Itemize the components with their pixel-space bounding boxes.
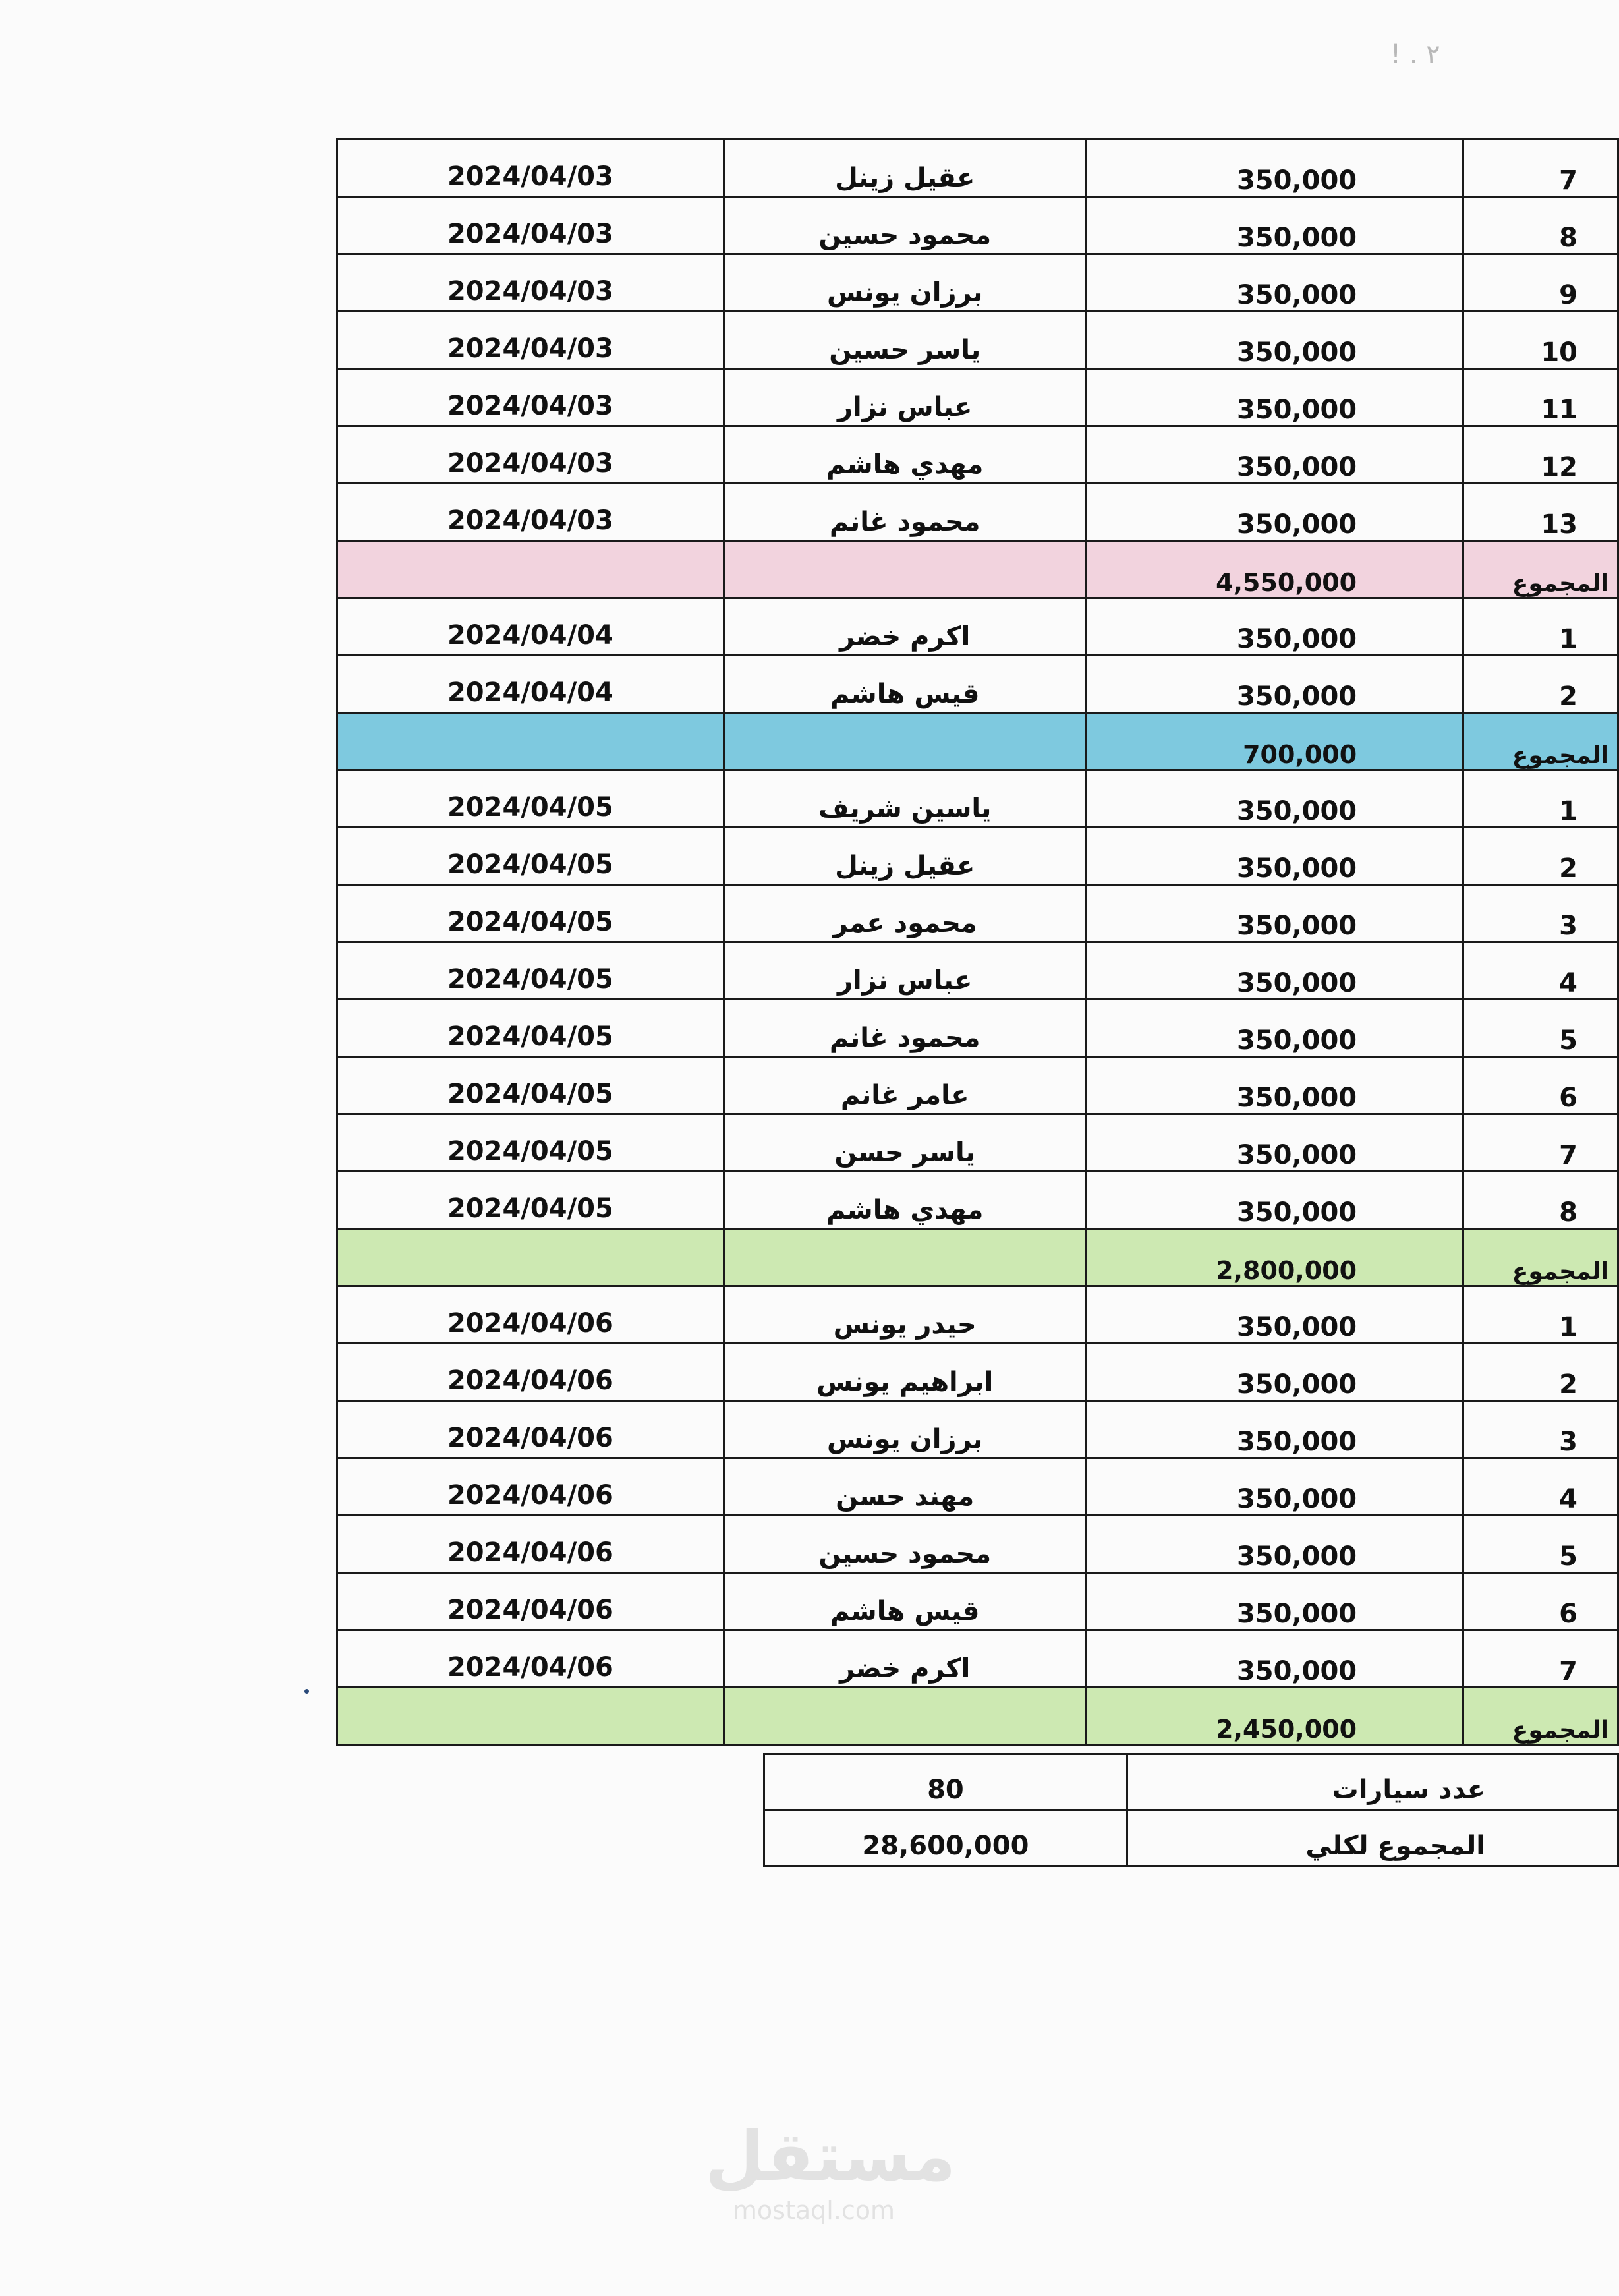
scan-speck [304, 1689, 309, 1694]
row-amount: 350,000 [1086, 1458, 1463, 1516]
row-amount: 350,000 [1086, 1344, 1463, 1401]
row-date: 2024/04/06 [337, 1573, 724, 1630]
watermark [705, 2116, 956, 2225]
table-row [337, 1000, 1618, 1057]
row-amount: 350,000 [1086, 1000, 1463, 1057]
table-row [337, 1573, 1618, 1630]
row-amount: 350,000 [1086, 1630, 1463, 1688]
watermark-url: mostaql.com [732, 2196, 895, 2225]
row-amount: 350,000 [1086, 1114, 1463, 1172]
row-date: 2024/04/06 [337, 1286, 724, 1344]
subtotal-amount: 4,550,000 [1086, 541, 1463, 598]
row-date: 2024/04/04 [337, 598, 724, 656]
row-date: 2024/04/04 [337, 656, 724, 713]
subtotal-amount: 2,800,000 [1086, 1229, 1463, 1286]
row-amount: 350,000 [1086, 312, 1463, 369]
grand-total-value: 28,600,000 [764, 1810, 1127, 1866]
subtotal-amount: 2,450,000 [1086, 1688, 1463, 1745]
row-name: قيس هاشم [724, 1573, 1086, 1630]
subtotal-row [337, 1688, 1618, 1745]
row-number: 8 [1463, 1172, 1618, 1229]
table-row [337, 770, 1618, 828]
row-name: محمود حسين [724, 197, 1086, 254]
row-name: عقيل زينل [724, 828, 1086, 885]
row-name: ابراهيم يونس [724, 1344, 1086, 1401]
row-date: 2024/04/05 [337, 1172, 724, 1229]
row-name: عامر غانم [724, 1057, 1086, 1114]
row-name: برزان يونس [724, 254, 1086, 312]
row-date: 2024/04/03 [337, 369, 724, 426]
row-name: مهدي هاشم [724, 426, 1086, 484]
table-row [337, 484, 1618, 541]
row-number: 7 [1463, 1114, 1618, 1172]
table-row [337, 140, 1618, 197]
row-date: 2024/04/03 [337, 254, 724, 312]
table-row [337, 1458, 1618, 1516]
row-number: 7 [1463, 140, 1618, 197]
row-number: 1 [1463, 1286, 1618, 1344]
table-row [337, 1114, 1618, 1172]
subtotal-row [337, 541, 1618, 598]
row-name: ياسر حسن [724, 1114, 1086, 1172]
table-row [337, 1401, 1618, 1458]
row-date: 2024/04/06 [337, 1630, 724, 1688]
row-date: 2024/04/06 [337, 1344, 724, 1401]
row-date: 2024/04/03 [337, 140, 724, 197]
row-amount: 350,000 [1086, 484, 1463, 541]
row-number: 1 [1463, 598, 1618, 656]
row-amount: 350,000 [1086, 885, 1463, 942]
row-number: 4 [1463, 1458, 1618, 1516]
row-number: 6 [1463, 1057, 1618, 1114]
table-row [337, 426, 1618, 484]
subtotal-amount: 700,000 [1086, 713, 1463, 770]
row-number: 5 [1463, 1516, 1618, 1573]
row-number: 2 [1463, 828, 1618, 885]
row-number: 11 [1463, 369, 1618, 426]
subtotal-label: المجموع [1463, 1229, 1618, 1286]
row-date: 2024/04/03 [337, 484, 724, 541]
table-row [337, 1172, 1618, 1229]
row-name: محمود غانم [724, 1000, 1086, 1057]
payments-table [336, 138, 1619, 1746]
row-name: عقيل زينل [724, 140, 1086, 197]
row-date: 2024/04/06 [337, 1516, 724, 1573]
row-date: 2024/04/05 [337, 1000, 724, 1057]
row-date: 2024/04/05 [337, 885, 724, 942]
row-name: عباس نزار [724, 942, 1086, 1000]
table-row [337, 1344, 1618, 1401]
table-row [337, 1630, 1618, 1688]
table-row [337, 828, 1618, 885]
table-row [337, 369, 1618, 426]
subtotal-empty-cell [337, 713, 724, 770]
row-amount: 350,000 [1086, 770, 1463, 828]
row-amount: 350,000 [1086, 197, 1463, 254]
row-number: 13 [1463, 484, 1618, 541]
row-name: برزان يونس [724, 1401, 1086, 1458]
row-amount: 350,000 [1086, 254, 1463, 312]
subtotal-empty-cell [337, 541, 724, 598]
row-name: حيدر يونس [724, 1286, 1086, 1344]
subtotal-empty-cell [724, 541, 1086, 598]
row-amount: 350,000 [1086, 1057, 1463, 1114]
row-name: محمود غانم [724, 484, 1086, 541]
row-number: 8 [1463, 197, 1618, 254]
row-date: 2024/04/03 [337, 312, 724, 369]
row-name: محمود حسين [724, 1516, 1086, 1573]
subtotal-row [337, 1229, 1618, 1286]
row-name: اكرم خضر [724, 598, 1086, 656]
table-row [337, 656, 1618, 713]
row-name: اكرم خضر [724, 1630, 1086, 1688]
row-number: 2 [1463, 1344, 1618, 1401]
table-row [337, 942, 1618, 1000]
row-name: قيس هاشم [724, 656, 1086, 713]
row-amount: 350,000 [1086, 369, 1463, 426]
table-row [337, 197, 1618, 254]
watermark-logo: مستقل [705, 2116, 956, 2196]
table-row [337, 254, 1618, 312]
subtotal-empty-cell [724, 1688, 1086, 1745]
row-date: 2024/04/05 [337, 770, 724, 828]
row-amount: 350,000 [1086, 1172, 1463, 1229]
row-amount: 350,000 [1086, 656, 1463, 713]
row-name: ياسر حسين [724, 312, 1086, 369]
row-name: محمود عمر [724, 885, 1086, 942]
table-row [337, 1286, 1618, 1344]
row-number: 7 [1463, 1630, 1618, 1688]
row-amount: 350,000 [1086, 828, 1463, 885]
row-amount: 350,000 [1086, 1286, 1463, 1344]
row-date: 2024/04/05 [337, 1114, 724, 1172]
subtotal-empty-cell [724, 1229, 1086, 1286]
row-amount: 350,000 [1086, 942, 1463, 1000]
row-amount: 350,000 [1086, 1573, 1463, 1630]
row-number: 3 [1463, 885, 1618, 942]
row-number: 10 [1463, 312, 1618, 369]
row-name: ياسين شريف [724, 770, 1086, 828]
subtotal-label: المجموع [1463, 541, 1618, 598]
row-number: 4 [1463, 942, 1618, 1000]
row-date: 2024/04/06 [337, 1458, 724, 1516]
subtotal-empty-cell [337, 1229, 724, 1286]
table-row [337, 885, 1618, 942]
row-name: مهند حسن [724, 1458, 1086, 1516]
row-number: 2 [1463, 656, 1618, 713]
payments-table-body [337, 140, 1618, 1745]
row-amount: 350,000 [1086, 1516, 1463, 1573]
row-date: 2024/04/03 [337, 197, 724, 254]
row-name: عباس نزار [724, 369, 1086, 426]
row-amount: 350,000 [1086, 598, 1463, 656]
page-mark: ! . ۲ [1390, 40, 1440, 70]
subtotal-label: المجموع [1463, 1688, 1618, 1745]
row-number: 3 [1463, 1401, 1618, 1458]
row-date: 2024/04/06 [337, 1401, 724, 1458]
car-count-label: عدد سيارات [1127, 1754, 1618, 1810]
subtotal-empty-cell [337, 1688, 724, 1745]
row-amount: 350,000 [1086, 426, 1463, 484]
row-number: 9 [1463, 254, 1618, 312]
row-number: 5 [1463, 1000, 1618, 1057]
row-date: 2024/04/05 [337, 1057, 724, 1114]
table-row [337, 598, 1618, 656]
table-row [337, 1516, 1618, 1573]
table-row [337, 1057, 1618, 1114]
row-name: مهدي هاشم [724, 1172, 1086, 1229]
row-number: 12 [1463, 426, 1618, 484]
row-amount: 350,000 [1086, 140, 1463, 197]
subtotal-label: المجموع [1463, 713, 1618, 770]
summary-table [763, 1753, 1619, 1867]
row-number: 6 [1463, 1573, 1618, 1630]
row-number: 1 [1463, 770, 1618, 828]
row-amount: 350,000 [1086, 1401, 1463, 1458]
table-row [337, 312, 1618, 369]
subtotal-empty-cell [724, 713, 1086, 770]
car-count-value: 80 [764, 1754, 1127, 1810]
summary-row-car-count [764, 1754, 1618, 1810]
subtotal-row [337, 713, 1618, 770]
row-date: 2024/04/05 [337, 828, 724, 885]
summary-row-grand-total [764, 1810, 1618, 1866]
row-date: 2024/04/05 [337, 942, 724, 1000]
grand-total-label: المجموع لكلي [1127, 1810, 1618, 1866]
row-date: 2024/04/03 [337, 426, 724, 484]
